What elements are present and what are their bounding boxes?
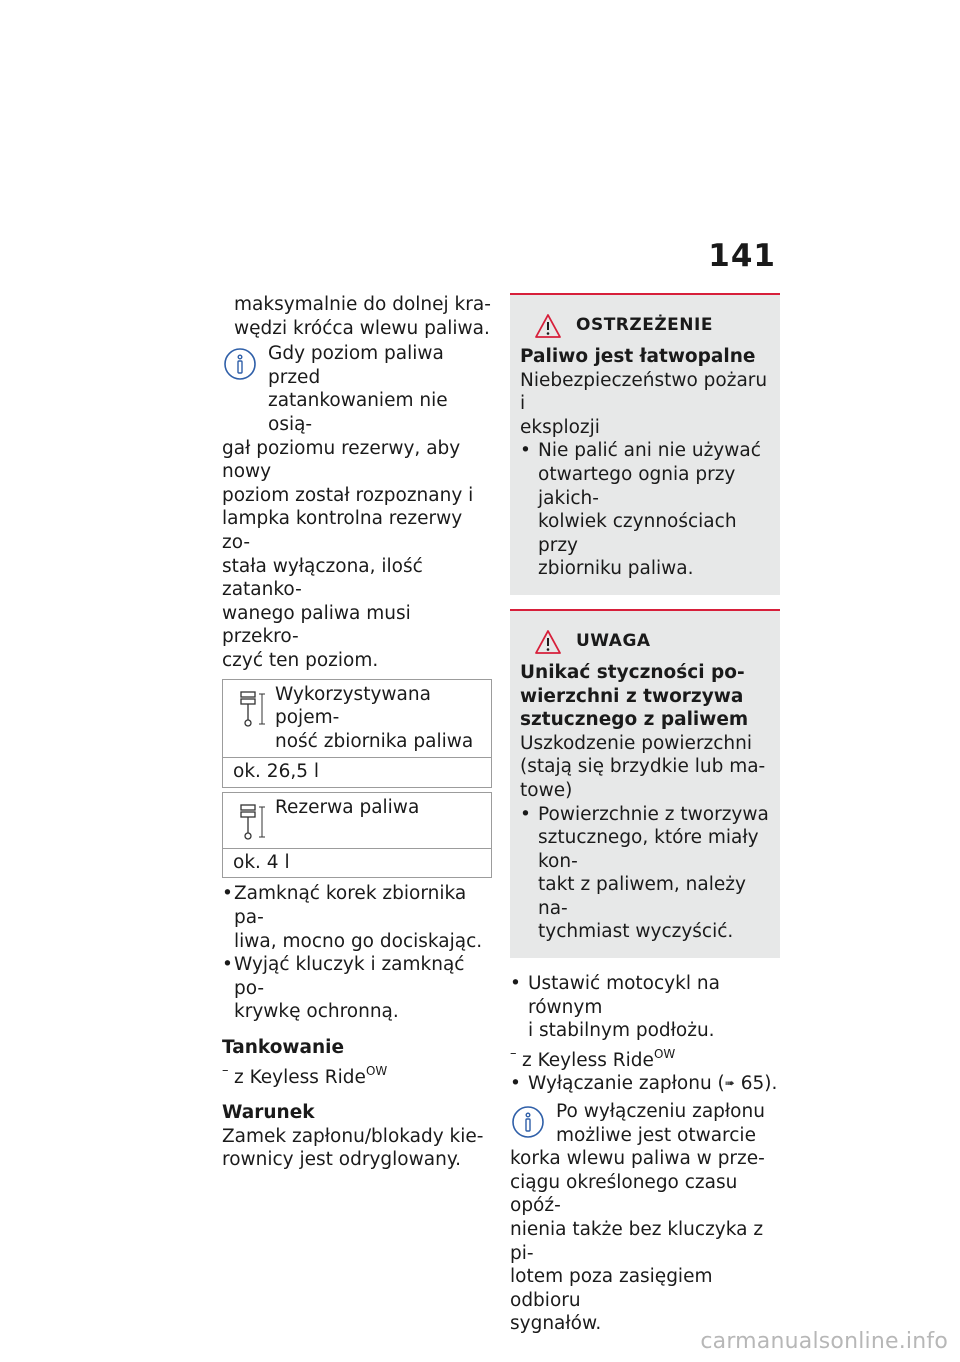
info1-line: zatankowaniem nie osią-: [268, 390, 448, 435]
technical-spec-icon: [237, 688, 267, 730]
level-bullet-line: Ustawić motocykl na równym: [528, 973, 720, 1018]
info-icon: [510, 1104, 546, 1140]
info1-line: stała wyłączona, ilość zatanko-: [222, 555, 423, 601]
info-note-timeout: [510, 1100, 780, 1336]
warning-box-uwaga: UWAGA Unikać styczności po- wierzchni z tworzywa sztucznego z paliwem Uszkodzenie powierzchni (stają się brzydkie lub ma- towe) • Powierzchnie z tworzywa sztucznego, które miały kon- takt z paliwem, należy na- tychmiast wyczyścić.: [510, 609, 780, 958]
technical-spec-icon: [237, 801, 267, 843]
warning-triangle-icon: [534, 629, 562, 655]
warning1-bold: Paliwo jest łatwopalne: [520, 346, 756, 367]
warning2-bullet: Powierzchnie z tworzywa: [538, 803, 769, 825]
warning2-bold: sztucznego z paliwem: [520, 709, 749, 731]
bullet1-line: liwa, mocno go dociskając.: [234, 930, 483, 952]
bullet-close-cap: • Zamknąć korek zbiornika pa- liwa, mocno go dociskając.: [222, 883, 483, 952]
spec-fuel-reserve: [222, 792, 492, 879]
spec1-value: ok. 26,5 l: [233, 761, 320, 783]
warning2-desc: Uszkodzenie powierzchni: [520, 732, 753, 754]
warning2-desc: (stają się brzydkie lub ma-: [520, 756, 766, 778]
heading-tankowanie: Tankowanie: [222, 1037, 345, 1059]
warning2-desc: towe): [520, 779, 573, 801]
warning1-bullet: kolwiek czynnościach przy: [538, 511, 737, 556]
info1-line: gał poziomu rezerwy, aby nowy: [222, 437, 461, 483]
info-icon: [222, 346, 258, 382]
info1-line: lampka kontrolna rezerwy zo-: [222, 508, 463, 553]
page-number: 141: [708, 238, 776, 274]
bullet-remove-key: • Wyjąć kluczyk i zamknąć po- krywkę ochronną.: [222, 954, 465, 1023]
level-bullet-line: i stabilnym podłożu.: [528, 1020, 715, 1042]
warning1-bullet: zbiorniku paliwa.: [538, 558, 694, 580]
spec1-label-line: ność zbiornika paliwa: [275, 730, 474, 752]
info1-line: poziom został rozpoznany i: [222, 484, 474, 506]
intro-line-1: maksymalnie do dolnej kra-: [234, 294, 491, 315]
info2-line: sygnałów.: [510, 1313, 602, 1335]
spec1-label-line: Wykorzystywana pojem-: [275, 683, 431, 729]
warning2-bold: Unikać styczności po-: [520, 661, 745, 683]
keyless-text: z Keyless Ride: [234, 1066, 366, 1088]
bullet1-line: Zamknąć korek zbiornika pa-: [234, 883, 467, 929]
heading-warunek: Warunek: [222, 1102, 315, 1124]
warning1-bullet: Nie palić ani nie używać: [538, 440, 761, 462]
info2-line: ciągu określonego czasu opóź-: [510, 1171, 738, 1217]
warning1-bullet: otwartego ognia przy jakich-: [538, 463, 736, 509]
info2-line: lotem poza zasięgiem odbioru: [510, 1266, 713, 1311]
left-column: [222, 293, 492, 1172]
warning2-bullet: tychmiast wyczyścić.: [538, 921, 734, 943]
page-ref-arrow-icon: ➠: [724, 1076, 735, 1091]
spec2-label-line: Rezerwa paliwa: [275, 796, 420, 818]
keyless-ride-line: – z Keyless Ride$^{OW}$: [510, 1045, 676, 1071]
keyless-sup: OW: [365, 1063, 388, 1078]
right-column: OSTRZEŻENIE Paliwo jest łatwopalne Niebezpieczeństwo pożaru i eksplozji • Nie palić ani nie używać otwartego ognia przy jakich- kolwiek czynnościach przy zbiorniku paliwa. UWAGA Unikać styczności po- wierzchni z tworzywa sztucznego z paliwem Uszkodzenie powierzchni (stają się brzydkie lub ma- towe) • Powierzchnie z tworzywa sztucznego, które miały kon- takt z paliwem, należy na- tychmiast wyczyścić. • Ustawić motocykl na równym i stabilnym podłożu. – z Keyless Ride$^{OW}$ • Wyłączanie zapłonu (➠ 65). Po wyłączeniu zapłonu możliwe jest otwarcie korka wlewu paliwa w prze- ciągu określonego czasu opóź- nienia także bez kluczyka z pi- lotem poza zasięgiem odbioru sygnałów.: [510, 293, 780, 1336]
keyless-text: z Keyless Ride: [522, 1049, 654, 1071]
warning-triangle-icon: [534, 313, 562, 339]
info1-line: Gdy poziom paliwa przed: [268, 343, 444, 388]
keyless-ride-line: – z Keyless Ride$^{OW}$: [222, 1062, 388, 1088]
footer-watermark: carmanualsonline.info: [700, 1329, 948, 1354]
warning1-desc: Niebezpieczeństwo pożaru i: [520, 369, 768, 415]
info-note-refuel: [222, 342, 492, 672]
warunek-line: Zamek zapłonu/blokady kie-: [222, 1125, 484, 1147]
keyless-sup: OW: [653, 1046, 676, 1061]
info1-line: czyć ten poziom.: [222, 649, 379, 671]
ignition-bullet: • Wyłączanie zapłonu (➠ 65).: [510, 1073, 778, 1095]
warning2-bold: wierzchni z tworzywa: [520, 685, 744, 707]
ignition-text: Wyłączanie zapłonu (: [528, 1073, 725, 1095]
warning2-bullet: sztucznego, które miały kon-: [538, 827, 759, 872]
warning1-title: OSTRZEŻENIE: [576, 315, 713, 336]
spec-fuel-capacity: [222, 679, 492, 788]
info2-line: Po wyłączeniu zapłonu: [556, 1101, 765, 1123]
bullet2-line: krywkę ochronną.: [234, 1001, 399, 1023]
warunek-line: rownicy jest odryglowany.: [222, 1149, 462, 1171]
info2-line: nienia także bez kluczyka z pi-: [510, 1219, 764, 1264]
info2-line: możliwe jest otwarcie: [556, 1124, 756, 1146]
info1-line: wanego paliwa musi przekro-: [222, 602, 411, 648]
warning2-bullet: takt z paliwem, należy na-: [538, 874, 746, 919]
page-ref[interactable]: 65).: [740, 1073, 778, 1095]
spec2-value: ok. 4 l: [233, 851, 290, 873]
warning1-desc: eksplozji: [520, 416, 600, 438]
bullet2-line: Wyjąć kluczyk i zamknąć po-: [234, 954, 465, 999]
warning2-title: UWAGA: [576, 631, 651, 652]
warning-box-ostrzezenie: OSTRZEŻENIE Paliwo jest łatwopalne Niebezpieczeństwo pożaru i eksplozji • Nie palić ani nie używać otwartego ognia przy jakich- kolwiek czynnościach przy zbiorniku paliwa.: [510, 293, 780, 595]
intro-line-2: wędzi króćca wlewu paliwa.: [234, 317, 490, 339]
info2-line: korka wlewu paliwa w prze-: [510, 1148, 765, 1170]
